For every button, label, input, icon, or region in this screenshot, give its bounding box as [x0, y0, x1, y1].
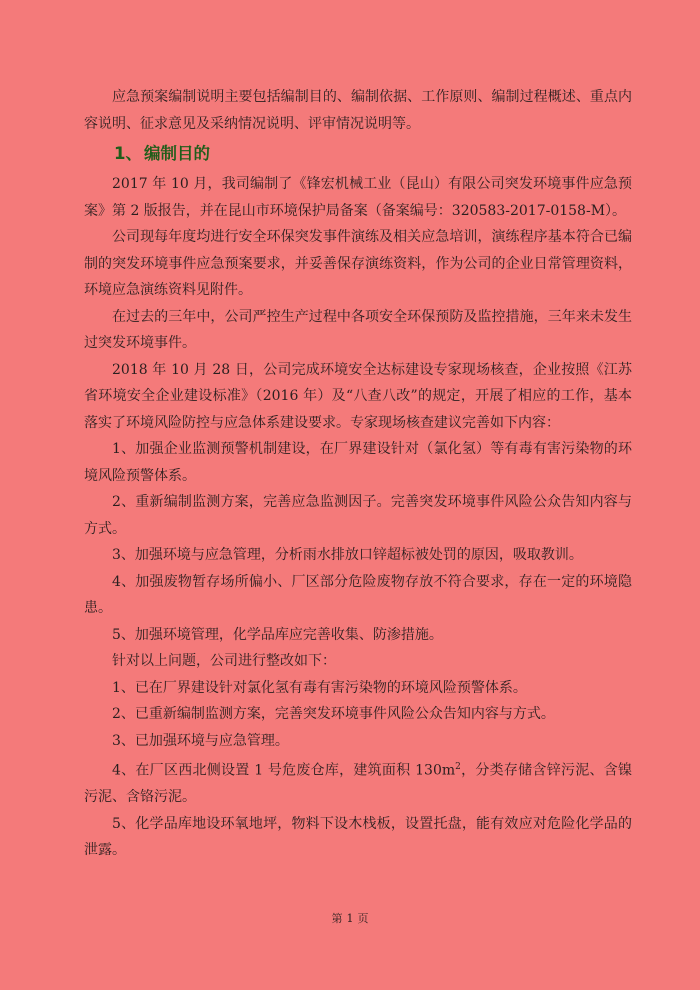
footer-suffix: 页 — [357, 912, 369, 925]
list-item: 4、加强废物暂存场所偏小、厂区部分危险废物存放不符合要求，存在一定的环境隐患。 — [84, 573, 632, 616]
document-body — [84, 84, 632, 864]
list-item: 1、已在厂界建设针对氯化氢有毒有害污染物的环境风险预警体系。 — [112, 679, 527, 696]
list-item: 3、加强环境与应急管理，分析雨水排放口锌超标被处罚的原因，吸取教训。 — [112, 547, 583, 563]
list-item: 2、已重新编制监测方案，完善突发环境事件风险公众告知内容与方式。 — [112, 706, 555, 722]
section-title: 编制目的 — [143, 144, 210, 163]
area-superscript: 2 — [455, 762, 461, 772]
list-item-area — [84, 754, 632, 811]
paragraph: 公司现每年度均进行安全环保突发事件演练及相关应急培训，演练程序基本符合已编制的突发环境事件应急预案要求，并妥善保存演练资料，作为公司的企业日常管理资料，环境应急演练资料见附件。 — [84, 229, 632, 298]
section-heading — [114, 139, 632, 169]
paragraph: 2018 年 10 月 28 日，公司完成环境安全达标建设专家现场核查，企业按照《江苏省环境安全企业建设标准》（2016 年）及“八查八改”的规定，开展了相应的工作，基本落实了环境风险防控与应急体系建设要求。专家现场核查建议完善如下内容： — [84, 361, 632, 431]
list-item: 1、加强企业监测预警机制建设，在厂界建设针对（氯化氢）等有毒有害污染物的环境风险预警体系。 — [84, 441, 632, 484]
list-item: 5、加强环境管理，化学品库应完善收集、防渗措施。 — [112, 626, 443, 643]
paragraph: 在过去的三年中，公司严控生产过程中各项安全环保预防及监控措施，三年来未发生过突发环境事件。 — [84, 308, 632, 351]
list-item: 3、已加强环境与应急管理。 — [112, 732, 289, 749]
section-number: 1、 — [114, 144, 142, 163]
area-text-before: 4、在厂区西北侧设置 1 号危废仓库，建筑面积 — [112, 762, 416, 779]
area-value: 130m — [415, 762, 456, 779]
paragraph: 2017 年 10 月，我司编制了《锋宏机械工业（昆山）有限公司突发环境事件应急预案》第 2 版报告，并在昆山市环境保护局备案（备案编号：320583-2017-0158-M）。 — [84, 176, 632, 219]
list-item: 2、重新编制监测方案，完善应急监测因子。完善突发环境事件风险公众告知内容与方式。 — [84, 494, 632, 537]
paragraph: 针对以上问题，公司进行整改如下： — [112, 653, 336, 669]
list-item: 5、化学品库地设环氧地坪，物料下设木栈板，设置托盘，能有效应对危险化学品的泄露。 — [84, 815, 632, 859]
page-number: 1 — [346, 912, 354, 925]
footer-prefix: 第 — [331, 912, 343, 925]
intro-paragraph: 应急预案编制说明主要包括编制目的、编制依据、工作原则、编制过程概述、重点内容说明、征求意见及采纳情况说明、评审情况说明等。 — [84, 89, 632, 132]
page-footer — [0, 910, 700, 926]
area-text-after: ，分类存储含锌污泥、含镍污泥、含铬污泥。 — [84, 762, 632, 806]
